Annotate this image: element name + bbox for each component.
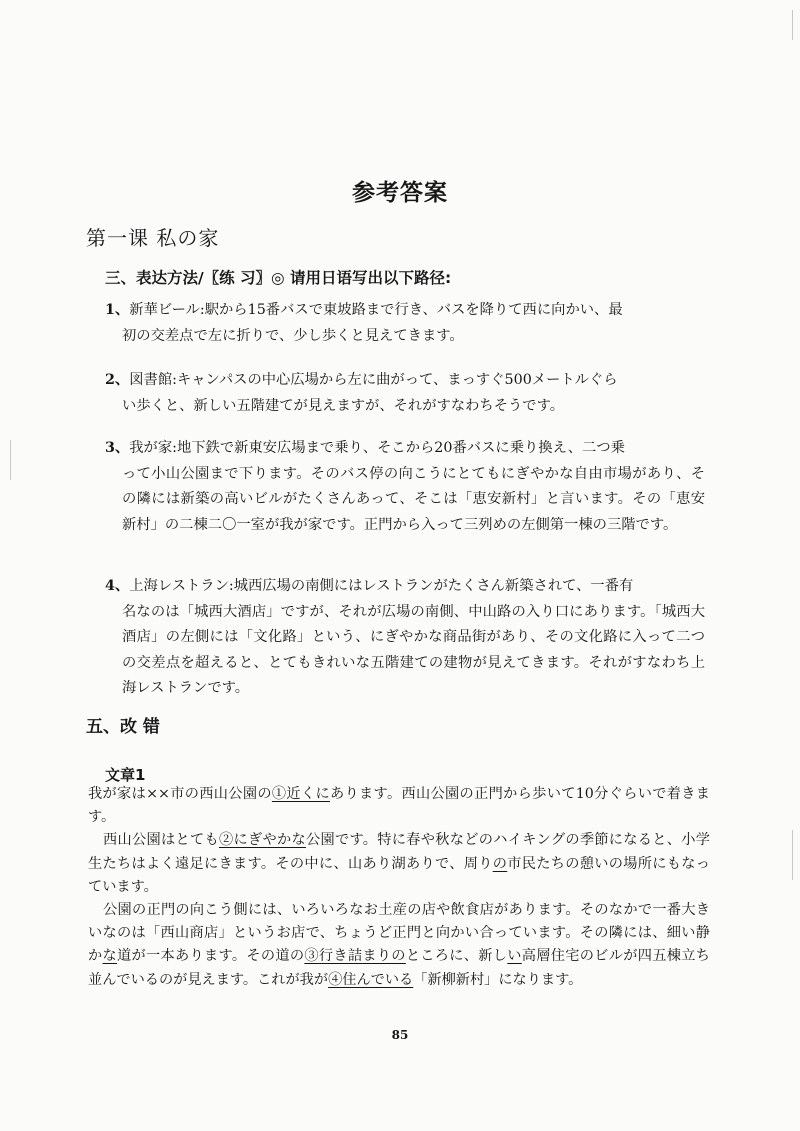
item-text: 駅から15番バスで東坡路まで行き、バスを降りて西に向かい、最: [204, 302, 623, 318]
item-label: 上海レストラン:: [129, 578, 234, 594]
text-run: 公園です。特に春や秋などのハイキングの季節になると、小学生たちはよく遠足にきます。その中に、山あり湖ありで、周り: [88, 832, 710, 872]
item-number: 3、: [105, 440, 130, 456]
item-text: キャンパスの中心広場から左に曲がって、まっすぐ500メートルぐら: [176, 372, 618, 388]
text-run: 「新柳新村」になります。: [413, 971, 583, 988]
route-item-4: [105, 574, 705, 702]
underlined-item-1: ①近くに: [271, 786, 330, 802]
text-run: 道が一本あります。その道の: [117, 948, 305, 965]
text-run: 市民たちの憩いの場所にもなっています。: [88, 855, 710, 895]
text-run: あります。西山公園の正門から歩いて10分ぐらいで着きます。: [88, 786, 710, 826]
route-item-3: [105, 436, 705, 538]
item-label: 新華ビール:: [129, 302, 205, 318]
underlined-item-2: ②にぎやかな: [218, 832, 306, 849]
page-number: 85: [391, 1028, 409, 1042]
item-number: 4、: [105, 578, 130, 594]
paragraph-1: [88, 783, 710, 829]
item-label: 我が家:: [129, 440, 177, 456]
item-text-continued: って小山公園まで下ります。そのバス停の向こうにとてもにぎやかな自由市場があり、その隣には新築の高いビルがたくさんあって、そこは「恵安新村」と言います。その「恵安新村」の二棟二〇一室が我が家です。正門から入って三列めの左側第一棟の三階です。: [122, 465, 705, 533]
text-title: 文章1: [105, 766, 146, 784]
item-text: 城西広場の南側にはレストランがたくさん新築されて、一番有: [233, 578, 634, 594]
item-text-continued: 名なのは「城西大酒店」ですが、それが広場の南側、中山路の入り口にあります。「城西大酒店」の左側には「文化路」という、にぎやかな商品街があり、その文化路に入って二つの交差点を超えると、とてもきれいな五階建ての建物が見えてきます。それがすなわち上海レストランです。: [122, 603, 705, 696]
underlined-item-3: ③行き詰まりの: [304, 948, 406, 965]
scan-edge-mark-right: [792, 10, 793, 40]
section3-heading: 三、表达方法/〖练 习〗◎ 请用日语写出以下路径:: [105, 269, 452, 287]
correction-passage: [88, 783, 710, 992]
text-run: ところに、新し: [405, 948, 508, 965]
page-title: 参考答案: [352, 180, 448, 206]
underlined-particle: の: [492, 855, 508, 872]
underlined-particle: な: [102, 948, 117, 965]
text-run: 我が家は××市の西山公園の: [88, 786, 272, 802]
text-run: 高層住宅のビルが四五棟立ち並んでいるのが見えます。これが我が: [88, 948, 710, 988]
scan-edge-mark-right-lower: [792, 830, 793, 880]
text-run: 西山公園はとても: [103, 832, 219, 849]
underlined-item-4: ④住んでいる: [328, 971, 414, 988]
item-text-continued: い歩くと、新しい五階建てが見えますが、それがすなわちそうです。: [122, 397, 565, 414]
underlined-particle: い: [507, 948, 522, 965]
paragraph-3: [88, 899, 710, 992]
paragraph-2: [88, 829, 710, 899]
route-item-1: [105, 298, 705, 349]
item-label: 図書館:: [129, 372, 177, 388]
text-run: 公園の正門の向こう側には、いろいろなお土産の店や飲食店があります。そのなかで一番大きいなのは「西山商店」というお店で、ちょうど正門と向かい合っています。その隣には、細い静か: [88, 902, 710, 965]
section5-heading: 五、改 错: [86, 717, 160, 737]
route-item-2: [105, 368, 705, 419]
item-number: 1、: [105, 302, 130, 318]
lesson-title: 第一课 私の家: [86, 226, 220, 250]
scan-edge-mark-left: [10, 440, 11, 480]
item-text: 地下鉄で新東安広場まで乗り、そこから20番バスに乗り換え、二つ乗: [176, 440, 625, 456]
item-number: 2、: [105, 372, 130, 388]
item-text-continued: 初の交差点で左に折りで、少し歩くと見えてきます。: [122, 327, 464, 344]
